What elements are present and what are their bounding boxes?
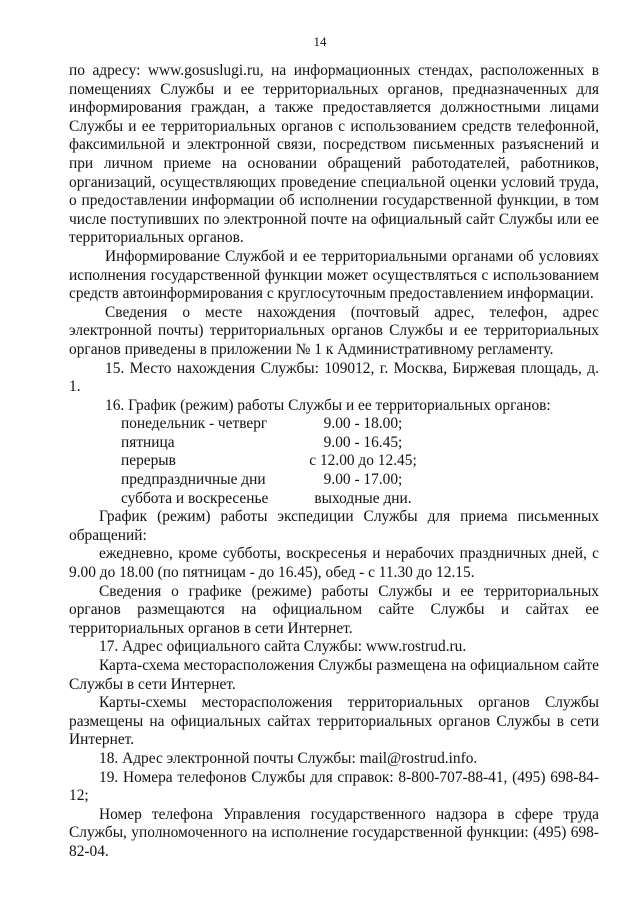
paragraph-expedition-schedule: График (режим) работы экспедиции Службы для приема письменных обращений: [69, 508, 599, 544]
paragraph-location-info: Сведения о месте нахождения (почтовый адрес, телефон, адрес электронной почты) территориальных органов Службы и ее территориальных органов приведены в приложении № 1 к Административному регламенту. [69, 303, 599, 358]
paragraph-info-methods: по адресу: www.gosuslugi.ru, на информационных стендах, расположенных в помещениях Службы и ее территориальных органов, предназначенных для информирования граждан, а также предоставляется должностными лицами Службы и ее территориальных органов с использованием средств телефонной, факсимильной и электронной связи, посредством письменных разъяснений и при личном приеме на основании обращений работодателей, работников, организаций, осуществляющих проведение специальной оценки условий труда, о предоставлении информации об исполнении государственной функции, в том числе поступивших по электронной почте на официальный сайт Службы или ее территориальных органов. [69, 62, 599, 247]
paragraph-autoinform: Информирование Службой и ее территориальными органами об условиях исполнения государственной функции может осуществляться с использованием средств автоинформирования с круглосуточным предоставлением информации. [69, 247, 599, 303]
schedule-time: 9.00 - 16.45; [323, 433, 403, 451]
paragraph-email: 18. Адрес электронной почты Службы: mail@rostrud.info. [99, 749, 478, 767]
paragraph-supervision-phone: Номер телефона Управления государственного надзора в сфере труда Службы, уполномоченного на исполнение государственной функции: (495) 698-82-04. [69, 805, 599, 860]
paragraph-schedule-heading: 16. График (режим) работы Службы и ее территориальных органов: [105, 396, 551, 414]
paragraph-map-service: Карта-схема месторасположения Службы размещена на официальном сайте Службы в сети Интернет. [69, 657, 599, 693]
document-body [69, 62, 599, 862]
schedule-day: суббота и воскресенье [121, 489, 269, 507]
schedule-time: выходные дни. [314, 489, 412, 507]
schedule-day: понедельник - четверг [121, 415, 268, 433]
schedule-day: пятница [121, 433, 175, 451]
schedule-time: с 12.00 до 12.45; [309, 452, 417, 470]
schedule-day: перерыв [121, 452, 176, 470]
paragraph-schedule-info: Сведения о графике (режиме) работы Службы и ее территориальных органов размещаются на официальном сайте Службы и сайтах ее территориальных органов в сети Интернет. [69, 582, 599, 637]
schedule-time: 9.00 - 18.00; [323, 415, 403, 433]
paragraph-map-territorial: Карты-схемы месторасположения территориальных органов Службы размещены на официальных сайтах территориальных органов Службы в сети Интернет. [69, 694, 599, 749]
paragraph-service-address: 15. Место нахождения Службы: 109012, г. Москва, Биржевая площадь, д. 1. [69, 359, 599, 396]
paragraph-daily-hours: ежедневно, кроме субботы, воскресенья и нерабочих праздничных дней, с 9.00 до 18.00 (по пятницам - до 16.45), обед - с 11.30 до 12.15. [69, 545, 599, 582]
paragraph-website: 17. Адрес официального сайта Службы: www.rostrud.ru. [99, 638, 467, 656]
schedule-day: предпраздничные дни [121, 471, 266, 489]
schedule-table [69, 415, 599, 508]
page-number: 14 [313, 34, 327, 49]
paragraph-phones: 19. Номера телефонов Службы для справок: 8-800-707-88-41, (495) 698-84-12; [69, 768, 599, 805]
schedule-time: 9.00 - 17.00; [323, 471, 403, 489]
